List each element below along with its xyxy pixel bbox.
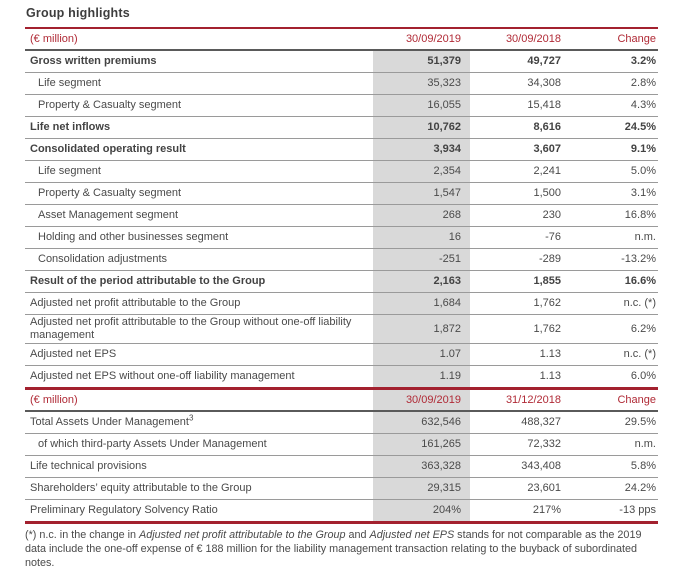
table-row [25, 271, 658, 293]
value-previous: 23,601 [470, 478, 570, 500]
table1-header-row [25, 28, 658, 50]
page-title: Group highlights [26, 6, 130, 20]
value-change: 29.5% [570, 411, 658, 434]
value-current: 3,934 [373, 139, 470, 161]
value-previous: 15,418 [470, 95, 570, 117]
table1-col-previous-date: 30/09/2018 [470, 28, 570, 50]
row-label: Adjusted net EPS without one-off liability management [30, 370, 295, 382]
table1-col-change: Change [570, 28, 658, 50]
table-row [25, 315, 658, 344]
value-change: 6.2% [570, 315, 658, 344]
value-current: 1,684 [373, 293, 470, 315]
value-previous: 488,327 [470, 411, 570, 434]
value-previous: 72,332 [470, 434, 570, 456]
value-change: 16.8% [570, 205, 658, 227]
footnote-text [25, 528, 658, 570]
row-label: Property & Casualty segment [25, 183, 373, 205]
row-label: Result of the period attributable to the Group [25, 271, 373, 293]
value-current: 10,762 [373, 117, 470, 139]
table-row [25, 205, 658, 227]
value-change: 3.1% [570, 183, 658, 205]
value-change: n.m. [570, 227, 658, 249]
value-current: 51,379 [373, 50, 470, 73]
table-row [25, 478, 658, 500]
table2-col-current-date: 30/09/2019 [373, 389, 470, 412]
value-change: 5.0% [570, 161, 658, 183]
value-current: 29,315 [373, 478, 470, 500]
table-row [25, 344, 658, 366]
value-current: 16,055 [373, 95, 470, 117]
row-label: Adjusted net profit attributable to the Group [25, 293, 373, 315]
table2-col-change: Change [570, 389, 658, 412]
value-previous: 1,500 [470, 183, 570, 205]
table2-header-row [25, 389, 658, 412]
value-current: 2,354 [373, 161, 470, 183]
value-change: n.c. (*) [570, 344, 658, 366]
table-row [25, 95, 658, 117]
row-label: Holding and other businesses segment [25, 227, 373, 249]
table-row [25, 50, 658, 73]
value-previous: 34,308 [470, 73, 570, 95]
value-previous: -76 [470, 227, 570, 249]
value-change: 9.1% [570, 139, 658, 161]
table-row [25, 411, 658, 434]
table-row [25, 73, 658, 95]
value-change: -13 pps [619, 504, 656, 516]
row-label: Life segment [25, 161, 373, 183]
table2-unit-label: (€ million) [25, 389, 373, 412]
row-label: Total Assets Under Management$^3$ [25, 411, 373, 434]
row-label: Preliminary Regulatory Solvency Ratio [30, 504, 218, 516]
row-label: Consolidation adjustments [25, 249, 373, 271]
row-label: of which third-party Assets Under Management [25, 434, 373, 456]
table-row [25, 183, 658, 205]
row-label: Shareholders’ equity attributable to the Group [25, 478, 373, 500]
group-highlights-table [25, 27, 658, 387]
value-change: 16.6% [570, 271, 658, 293]
table-row [25, 500, 658, 523]
table-row [25, 139, 658, 161]
footnote-italic-term: Adjusted net EPS [369, 529, 455, 541]
row-label: Gross written premiums [25, 50, 373, 73]
footnote-segment: stands for not comparable as the 2019 data include the one-off expense of € 188 million for the liability management transaction relating to the buyback of subordinated notes. [25, 529, 642, 569]
value-change: n.m. [570, 434, 658, 456]
table-row [25, 434, 658, 456]
row-label: Life net inflows [25, 117, 373, 139]
value-previous: 230 [470, 205, 570, 227]
value-current: 1.07 [373, 344, 470, 366]
value-change: 4.3% [570, 95, 658, 117]
value-previous: 49,727 [470, 50, 570, 73]
row-label: Life segment [25, 73, 373, 95]
value-previous: 1.13 [470, 344, 570, 366]
table-row [25, 249, 658, 271]
value-previous: -289 [470, 249, 570, 271]
value-previous: 8,616 [470, 117, 570, 139]
row-label: Property & Casualty segment [25, 95, 373, 117]
value-previous: 343,408 [470, 456, 570, 478]
value-previous: 1,855 [470, 271, 570, 293]
table1-body [25, 50, 658, 387]
table1-col-current-date: 30/09/2019 [373, 28, 470, 50]
value-current: 2,163 [373, 271, 470, 293]
row-label: Consolidated operating result [25, 139, 373, 161]
value-current: 363,328 [373, 456, 470, 478]
table-row [25, 456, 658, 478]
footnote-segment: and [345, 529, 370, 541]
table-row [25, 366, 658, 388]
value-current: 204% [373, 500, 470, 523]
footnote-italic-term: Adjusted net profit attributable to the Group [139, 529, 346, 541]
value-change: n.c. (*) [570, 293, 658, 315]
value-change: 24.2% [570, 478, 658, 500]
table-row [25, 293, 658, 315]
value-current: 632,546 [373, 411, 470, 434]
row-label: Adjusted net profit attributable to the Group without one-off liability management [25, 315, 373, 344]
table1-unit-label: (€ million) [25, 28, 373, 50]
value-current: -251 [373, 249, 470, 271]
value-previous: 2,241 [470, 161, 570, 183]
value-change: 2.8% [570, 73, 658, 95]
value-change: 5.8% [570, 456, 658, 478]
value-change: 6.0% [630, 370, 656, 382]
value-previous: 217% [532, 504, 561, 516]
value-previous: 1,762 [470, 315, 570, 344]
value-current: 1,872 [373, 315, 470, 344]
value-previous: 1,762 [470, 293, 570, 315]
value-change: 3.2% [570, 50, 658, 73]
value-change: -13.2% [570, 249, 658, 271]
row-label: Life technical provisions [25, 456, 373, 478]
row-label: Asset Management segment [25, 205, 373, 227]
value-current: 35,323 [373, 73, 470, 95]
value-current: 1.19 [373, 366, 470, 388]
table-row [25, 227, 658, 249]
value-current: 16 [373, 227, 470, 249]
value-previous: 3,607 [470, 139, 570, 161]
row-label: Adjusted net EPS [25, 344, 373, 366]
footnote-reference: 3 [188, 413, 194, 423]
table-row [25, 117, 658, 139]
balance-sheet-indicators-table [25, 387, 658, 524]
value-current: 1,547 [373, 183, 470, 205]
value-current: 161,265 [373, 434, 470, 456]
table-row [25, 161, 658, 183]
table2-body [25, 411, 658, 523]
value-previous: 1.13 [539, 370, 561, 382]
value-change: 24.5% [570, 117, 658, 139]
table2-col-previous-date: 31/12/2018 [470, 389, 570, 412]
value-current: 268 [373, 205, 470, 227]
footnote-segment: (*) n.c. in the change in [25, 529, 140, 541]
